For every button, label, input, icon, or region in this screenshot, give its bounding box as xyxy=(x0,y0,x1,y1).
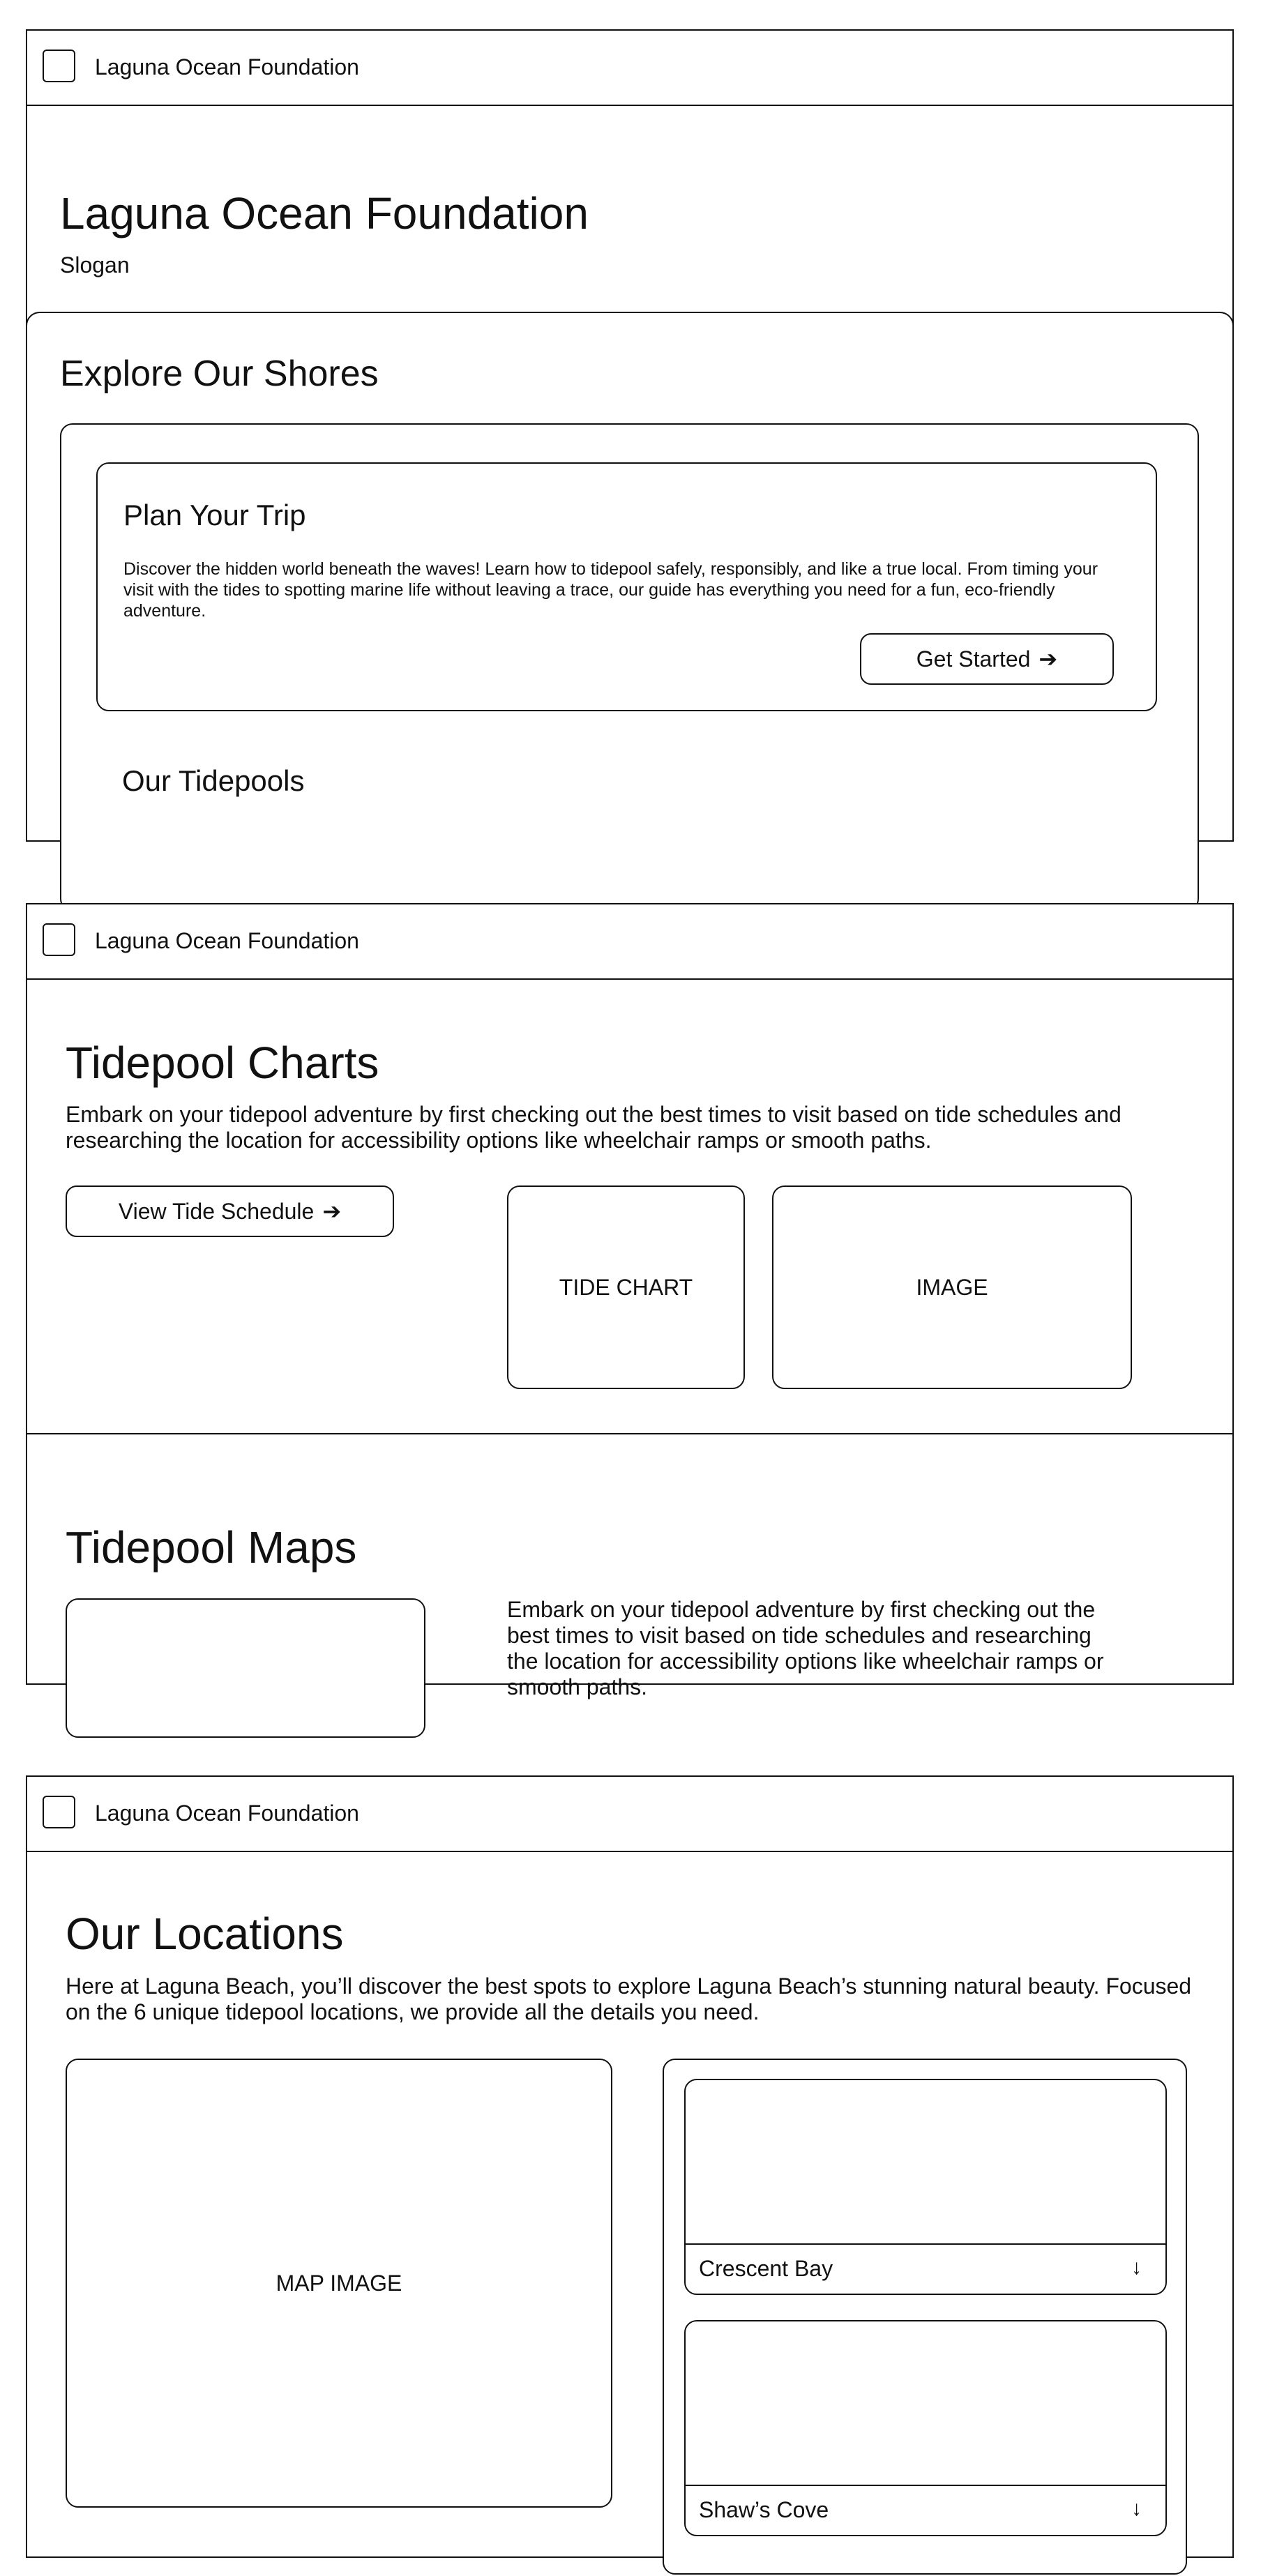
tide-chart-label: TIDE CHART xyxy=(559,1274,693,1300)
arrow-right-icon: ➔ xyxy=(322,1199,342,1224)
hero-title: Laguna Ocean Foundation xyxy=(60,188,589,238)
maps-text: Embark on your tidepool adventure by first checking out the best times to visit based on tide schedules and researching the location for accessibility options like wheelchair ramps or smooth paths. xyxy=(507,1597,1104,1699)
locations-list xyxy=(663,2059,1187,2575)
location-name: Shaw’s Cove xyxy=(699,2497,829,2522)
site-header xyxy=(27,31,1232,106)
logo-placeholder[interactable] xyxy=(43,50,75,82)
site-header xyxy=(27,904,1232,980)
location-card[interactable] xyxy=(684,2079,1167,2295)
view-tide-schedule-button[interactable] xyxy=(66,1185,394,1237)
brand-name[interactable]: Laguna Ocean Foundation xyxy=(95,54,359,79)
location-card[interactable] xyxy=(684,2320,1167,2536)
get-started-label: Get Started xyxy=(916,646,1031,672)
explore-container xyxy=(60,423,1199,911)
screen-home xyxy=(26,29,1234,811)
tide-chart-placeholder xyxy=(507,1185,745,1389)
arrow-down-icon[interactable]: ↓ xyxy=(1131,2256,1142,2279)
section-divider xyxy=(26,1433,1234,1434)
get-started-button[interactable] xyxy=(860,633,1114,685)
plan-trip-title: Plan Your Trip xyxy=(123,499,306,531)
location-image-placeholder xyxy=(686,2321,1165,2486)
screen-locations xyxy=(26,1775,1234,2558)
logo-placeholder[interactable] xyxy=(43,1796,75,1828)
image-label: IMAGE xyxy=(916,1274,988,1300)
arrow-right-icon: ➔ xyxy=(1039,646,1058,672)
view-tide-schedule-label: View Tide Schedule xyxy=(118,1198,315,1224)
charts-text: Embark on your tidepool adventure by first checking out the best times to visit based on tide schedules and researching the location for accessibility options like wheelchair ramps or smooth paths. xyxy=(66,1102,1122,1153)
image-placeholder xyxy=(772,1185,1132,1389)
screen-charts xyxy=(26,903,1234,1699)
map-image-placeholder xyxy=(66,2059,612,2508)
plan-trip-text: Discover the hidden world beneath the waves! Learn how to tidepool safely, responsibly, and like a true local. From timing your visit with the tides to spotting marine life without leaving a trace, our guide has everything you need for a fun, eco-friendly adventure. xyxy=(123,559,1098,621)
logo-placeholder[interactable] xyxy=(43,923,75,956)
locations-text: Here at Laguna Beach, you’ll discover the best spots to explore Laguna Beach’s stunning natural beauty. Focused on the 6 unique tidepool locations, we provide all the details you need. xyxy=(66,1973,1192,2024)
explore-section xyxy=(26,312,1234,842)
maps-title: Tidepool Maps xyxy=(66,1522,357,1573)
locations-title: Our Locations xyxy=(66,1909,344,1959)
brand-name[interactable]: Laguna Ocean Foundation xyxy=(95,1801,359,1826)
hero-slogan: Slogan xyxy=(60,252,130,278)
explore-title: Explore Our Shores xyxy=(60,354,379,394)
site-header xyxy=(27,1777,1232,1852)
brand-name[interactable]: Laguna Ocean Foundation xyxy=(95,928,359,953)
location-name: Crescent Bay xyxy=(699,2256,833,2281)
arrow-down-icon[interactable]: ↓ xyxy=(1131,2497,1142,2520)
map-image-label: MAP IMAGE xyxy=(275,2270,402,2296)
our-tidepools-title: Our Tidepools xyxy=(122,764,305,797)
map-image-placeholder xyxy=(66,1598,425,1738)
location-image-placeholder xyxy=(686,2080,1165,2245)
plan-trip-card xyxy=(96,462,1157,711)
charts-title: Tidepool Charts xyxy=(66,1038,379,1088)
